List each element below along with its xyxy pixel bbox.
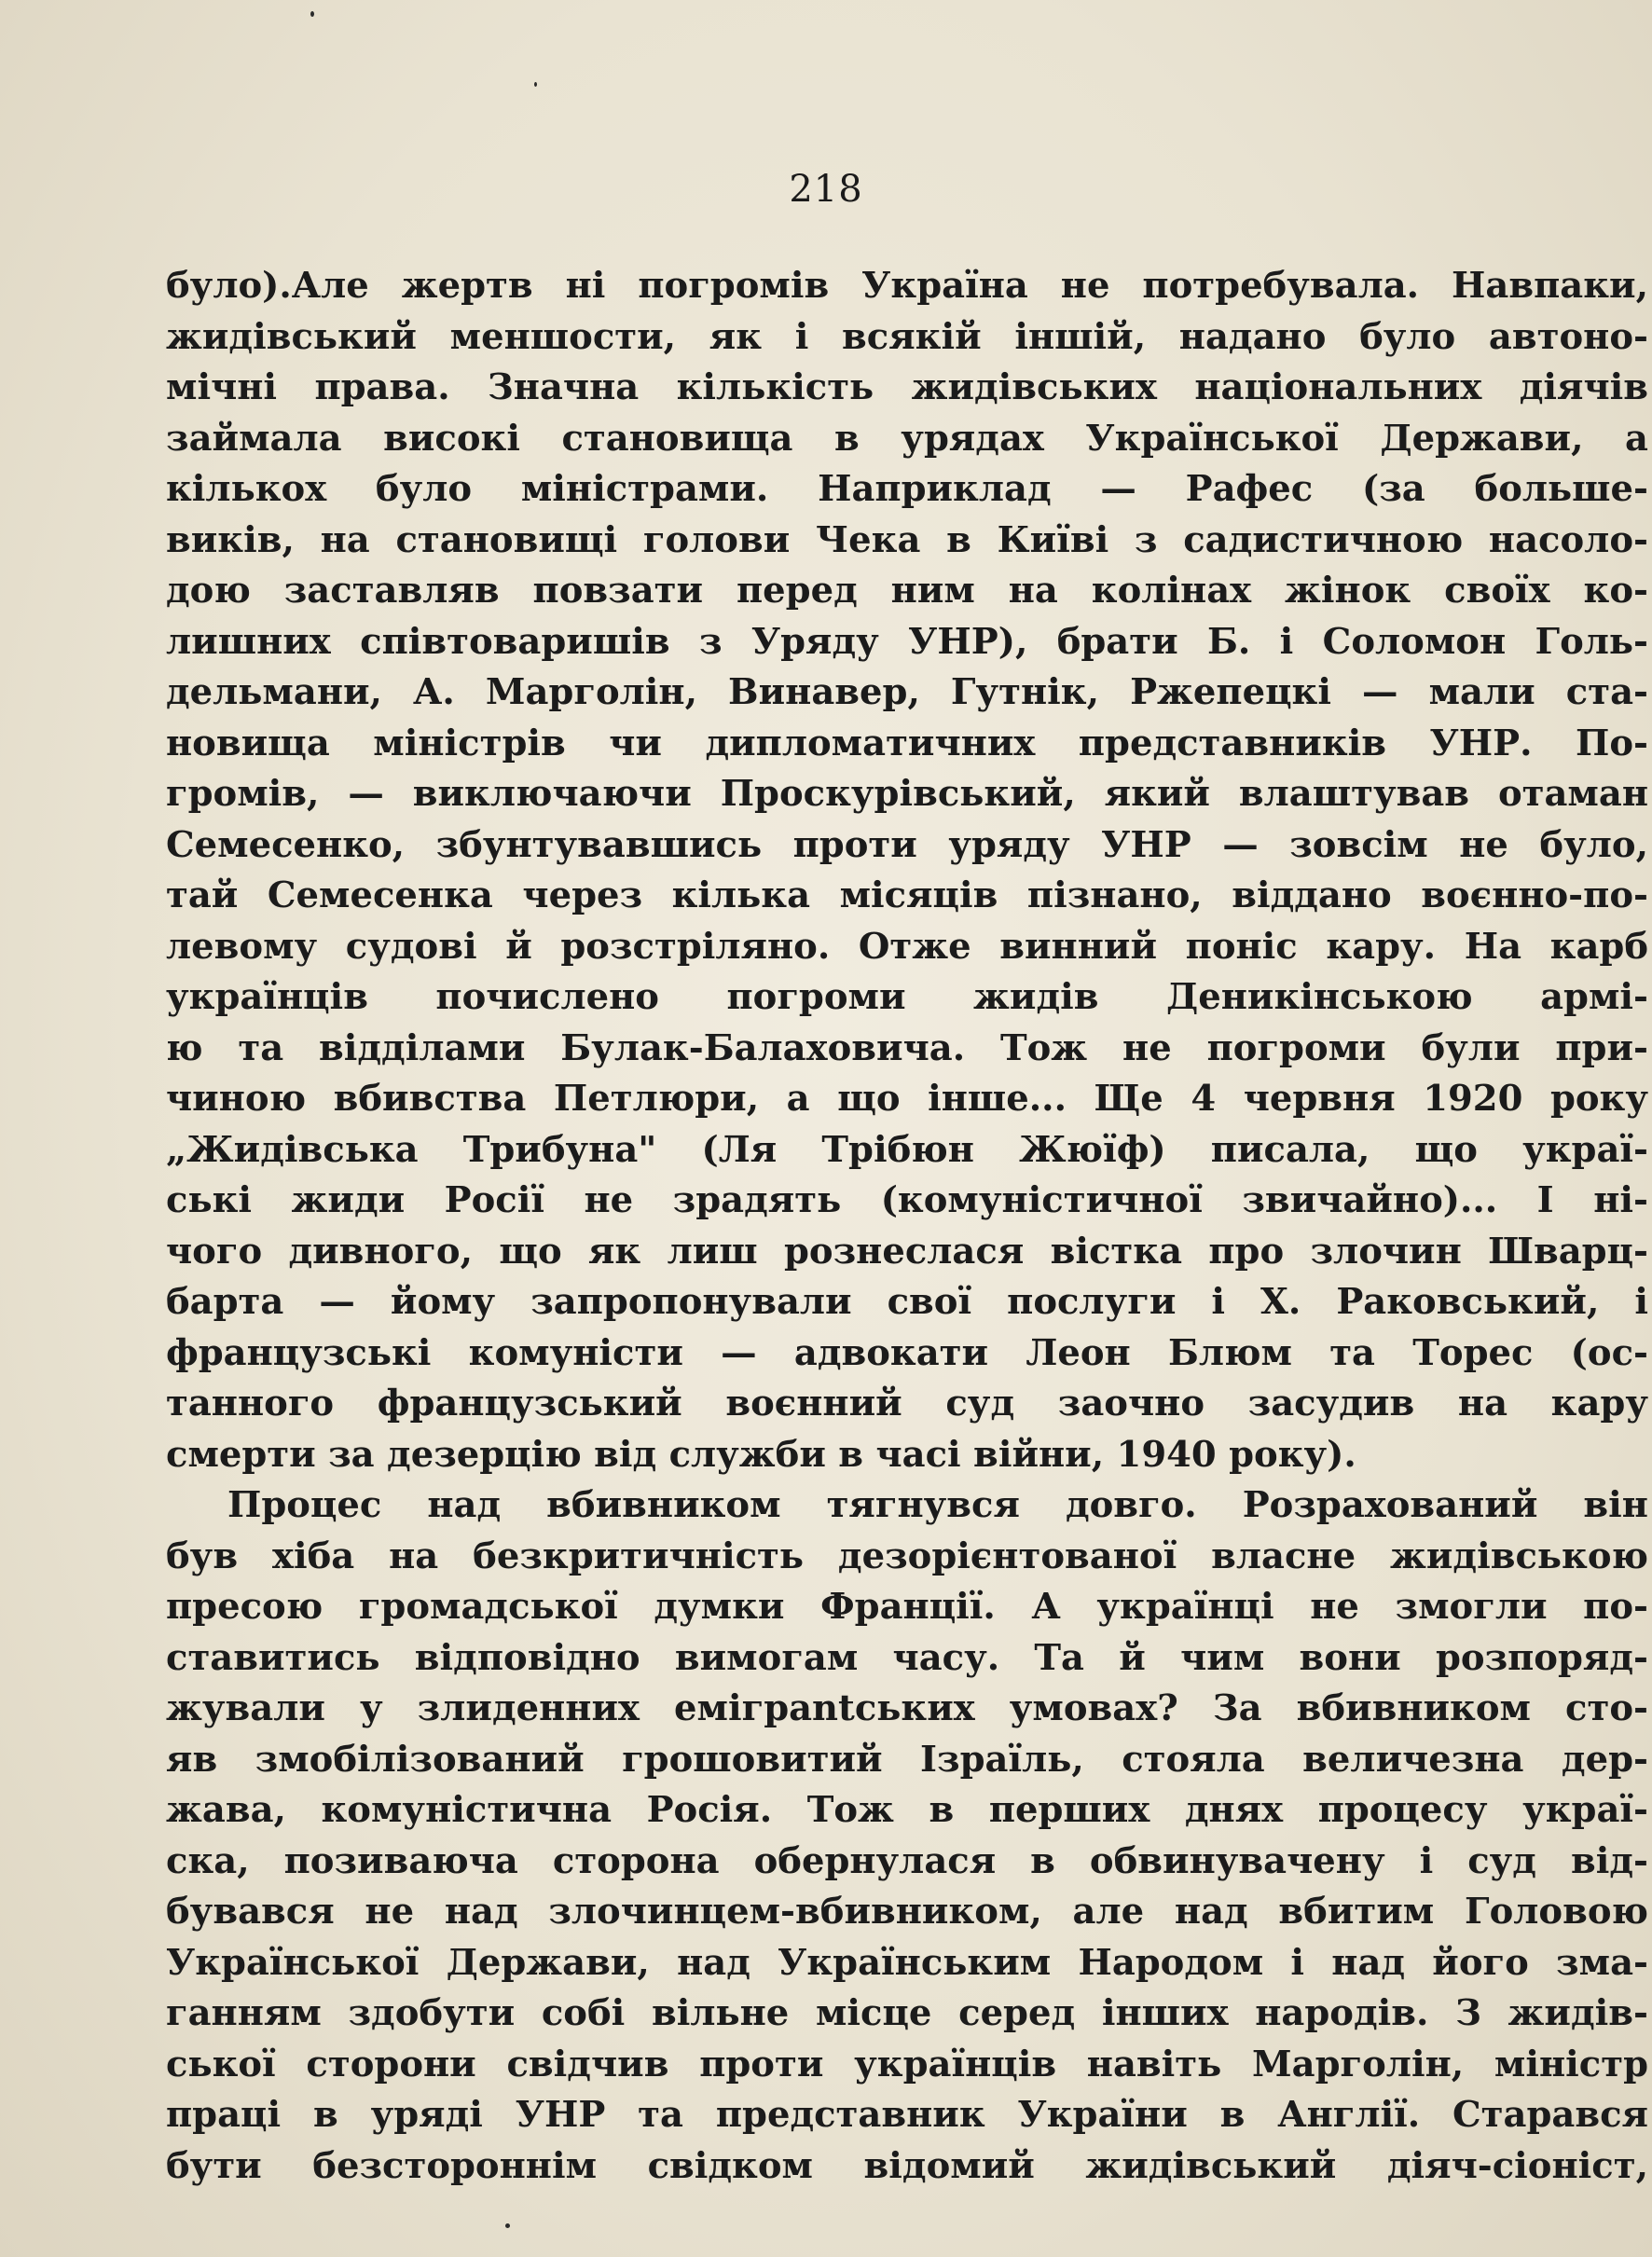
text-line: ска, позиваюча сторона обернулася в обвинувачену і суд від-: [166, 1839, 1648, 1882]
text-line: бути безстороннім свідком відомий жидівський діяч-сіоніст,: [166, 2144, 1648, 2187]
text-line: Процес над вбивником тягнувся довго. Розрахований він: [227, 1484, 1648, 1526]
text-line: був хіба на безкритичність дезорієнтованої власне жидівською: [166, 1534, 1648, 1577]
paragraph-1: [166, 261, 1648, 1480]
paper-speck: [310, 11, 314, 17]
paragraph-2: [166, 1480, 1648, 2192]
text-line: праці в уряді УНР та представник України в Англії. Старався: [166, 2094, 1648, 2136]
text-line: новища міністрів чи дипломатичних представників УНР. По-: [166, 722, 1648, 764]
text-line: Семесенко, збунтувавшись проти уряду УНР — зовсім не було,: [166, 823, 1648, 866]
text-line: займала високі становища в урядах Української Держави, а: [166, 417, 1648, 460]
text-line: дою заставляв повзати перед ним на колінах жінок своїх ко-: [166, 570, 1648, 612]
page-number: 218: [789, 168, 863, 211]
text-line: мічні права. Значна кількість жидівських національних діячів: [166, 366, 1648, 408]
text-line: яв змобілізований грошовитий Ізраїль, стояла величезна дер-: [166, 1738, 1648, 1781]
text-line: жидівський меншости, як і всякій іншій, надано було автоно-: [166, 315, 1648, 358]
text-line: жава, комуністична Росія. Тож в перших днях процесу украї-: [166, 1789, 1648, 1831]
text-line: пресою громадської думки Франції. А українці не змогли по-: [166, 1586, 1648, 1628]
text-line: було).Але жертв ні погромів Україна не потребувала. Навпаки,: [166, 265, 1648, 307]
text-line: ської сторони свідчив проти українців навіть Марголін, міністр: [166, 2043, 1648, 2085]
text-line: ганням здобути собі вільне місце серед інших народів. З жидів-: [166, 1992, 1648, 2034]
text-line: танного французський воєнний суд заочно засудив на кару: [166, 1383, 1648, 1424]
text-line: смерти за дезерцію від служби в часі війни, 1940 року).: [166, 1433, 1356, 1476]
text-line: французські комуністи — адвокати Леон Блюм та Торес (ос-: [166, 1331, 1648, 1374]
text-line: українців почислено погроми жидів Деникінською армі-: [166, 976, 1648, 1018]
text-line: ставитись відповідно вимогам часу. Та й чим вони розпоряд-: [166, 1636, 1648, 1679]
body-text: [166, 261, 1648, 2192]
text-line: громів, — виключаючи Проскурівський, який влаштував отаман: [166, 773, 1648, 815]
text-line: ю та відділами Булак-Балаховича. Тож не погроми були при-: [166, 1026, 1648, 1069]
text-line: жували у злиденних еміграntських умовах? За вбивником сто-: [166, 1687, 1648, 1729]
text-line: чиною вбивства Петлюри, а що інше... Ще 4 червня 1920 року: [166, 1078, 1648, 1120]
text-line: чого дивного, що як лиш рознеслася вістка про злочин Шварц-: [166, 1230, 1648, 1273]
text-line: кількох було міністрами. Наприклад — Рафес (за больше-: [166, 468, 1648, 510]
text-line: Української Держави, над Українським Народом і над його зма-: [166, 1941, 1648, 1984]
paper-speck: [534, 82, 537, 87]
text-line: „Жидівська Трибуна" (Ля Трібюн Жюїф) писала, що украї-: [166, 1128, 1648, 1171]
text-line: виків, на становищі голови Чека в Київі з садистичною насоло-: [166, 518, 1648, 561]
text-line: дельмани, А. Марголін, Винавер, Гутнік, Ржепецкі — мали ста-: [166, 671, 1648, 713]
text-line: лишних співтоваришів з Уряду УНР), брати Б. і Соломон Голь-: [166, 620, 1648, 663]
text-line: тай Семесенка через кілька місяців пізнано, віддано воєнно-по-: [166, 874, 1648, 916]
text-line: барта — йому запропонували свої послуги і Х. Раковський, і: [166, 1281, 1648, 1323]
paper-speck: [505, 2223, 510, 2228]
text-line: левому судові й розстріляно. Отже винний поніс кару. На карб: [166, 925, 1648, 968]
text-line: бувався не над злочинцем-вбивником, але над вбитим Головою: [166, 1891, 1648, 1933]
text-line: ські жиди Росії не зрадять (комуністичної звичайно)... І ні-: [166, 1179, 1648, 1221]
